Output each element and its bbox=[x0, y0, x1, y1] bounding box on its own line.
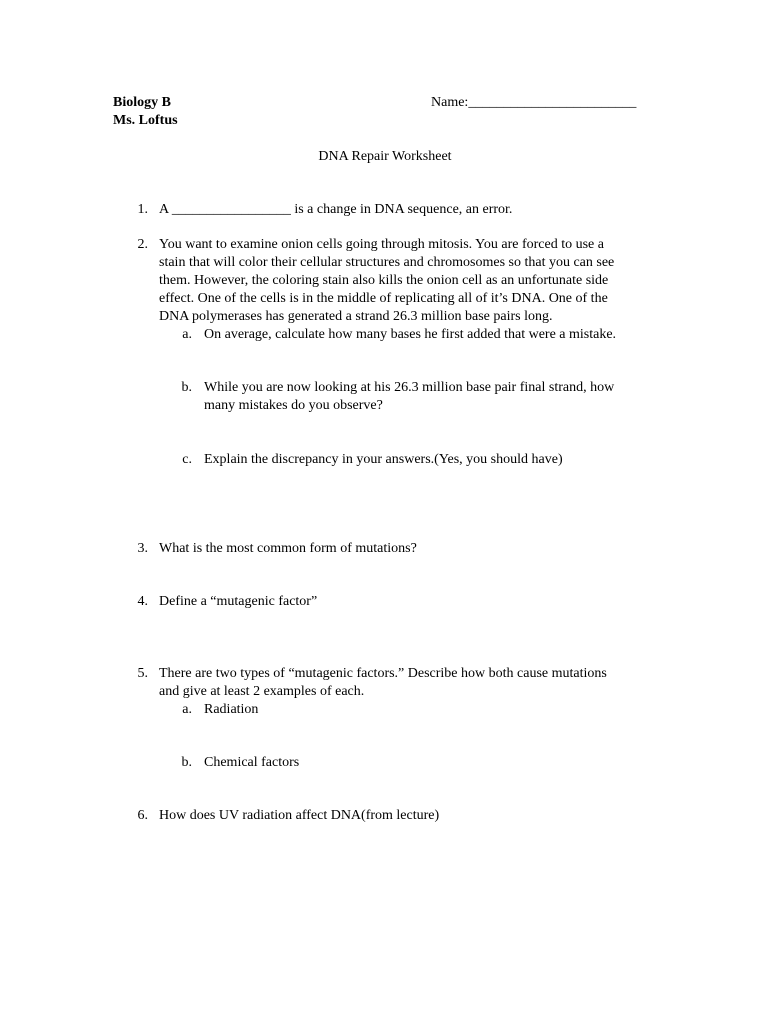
question-text-line: stain that will color their cellular structures and chromosomes so that you can see bbox=[159, 255, 615, 270]
question-text-line: There are two types of “mutagenic factors.” Describe how both cause mutations bbox=[159, 666, 607, 681]
page-title: DNA Repair Worksheet bbox=[318, 149, 452, 164]
subquestion-text: Radiation bbox=[204, 702, 259, 717]
question-number: 5. bbox=[137, 666, 148, 681]
question-number: 4. bbox=[137, 594, 148, 609]
subquestion-letter: c. bbox=[182, 452, 192, 467]
subquestion-text: On average, calculate how many bases he first added that were a mistake. bbox=[204, 327, 617, 342]
name-field: Name:________________________ bbox=[431, 95, 637, 110]
subquestion-letter: b. bbox=[181, 755, 192, 770]
subquestion-text: Explain the discrepancy in your answers.(Yes, you should have) bbox=[204, 452, 563, 467]
subquestion-letter: a. bbox=[182, 702, 192, 717]
question-text: Define a “mutagenic factor” bbox=[159, 594, 318, 609]
question-text-line: and give at least 2 examples of each. bbox=[159, 684, 365, 699]
question-number: 1. bbox=[137, 202, 148, 217]
question-text: What is the most common form of mutations? bbox=[159, 541, 417, 556]
subquestion-text: Chemical factors bbox=[204, 755, 300, 770]
question-number: 3. bbox=[137, 541, 148, 556]
question-text-line: effect. One of the cells is in the middle of replicating all of it’s DNA. One of the bbox=[159, 291, 608, 306]
subquestion-text: While you are now looking at his 26.3 million base pair final strand, how bbox=[204, 380, 615, 395]
question-number: 6. bbox=[137, 808, 148, 823]
question-text: How does UV radiation affect DNA(from lecture) bbox=[159, 808, 440, 823]
subquestion-letter: a. bbox=[182, 327, 192, 342]
question-text-line: them. However, the coloring stain also kills the onion cell as an unfortunate side bbox=[159, 273, 609, 288]
question-text-line: DNA polymerases has generated a strand 26.3 million base pairs long. bbox=[159, 309, 553, 324]
subquestion-letter: b. bbox=[181, 380, 192, 395]
teacher-label: Ms. Loftus bbox=[113, 113, 178, 128]
course-label: Biology B bbox=[113, 95, 171, 110]
question-text-line: You want to examine onion cells going through mitosis. You are forced to use a bbox=[159, 237, 604, 252]
question-number: 2. bbox=[137, 237, 148, 252]
question-text: A _________________ is a change in DNA sequence, an error. bbox=[159, 202, 513, 217]
subquestion-text: many mistakes do you observe? bbox=[204, 398, 383, 413]
